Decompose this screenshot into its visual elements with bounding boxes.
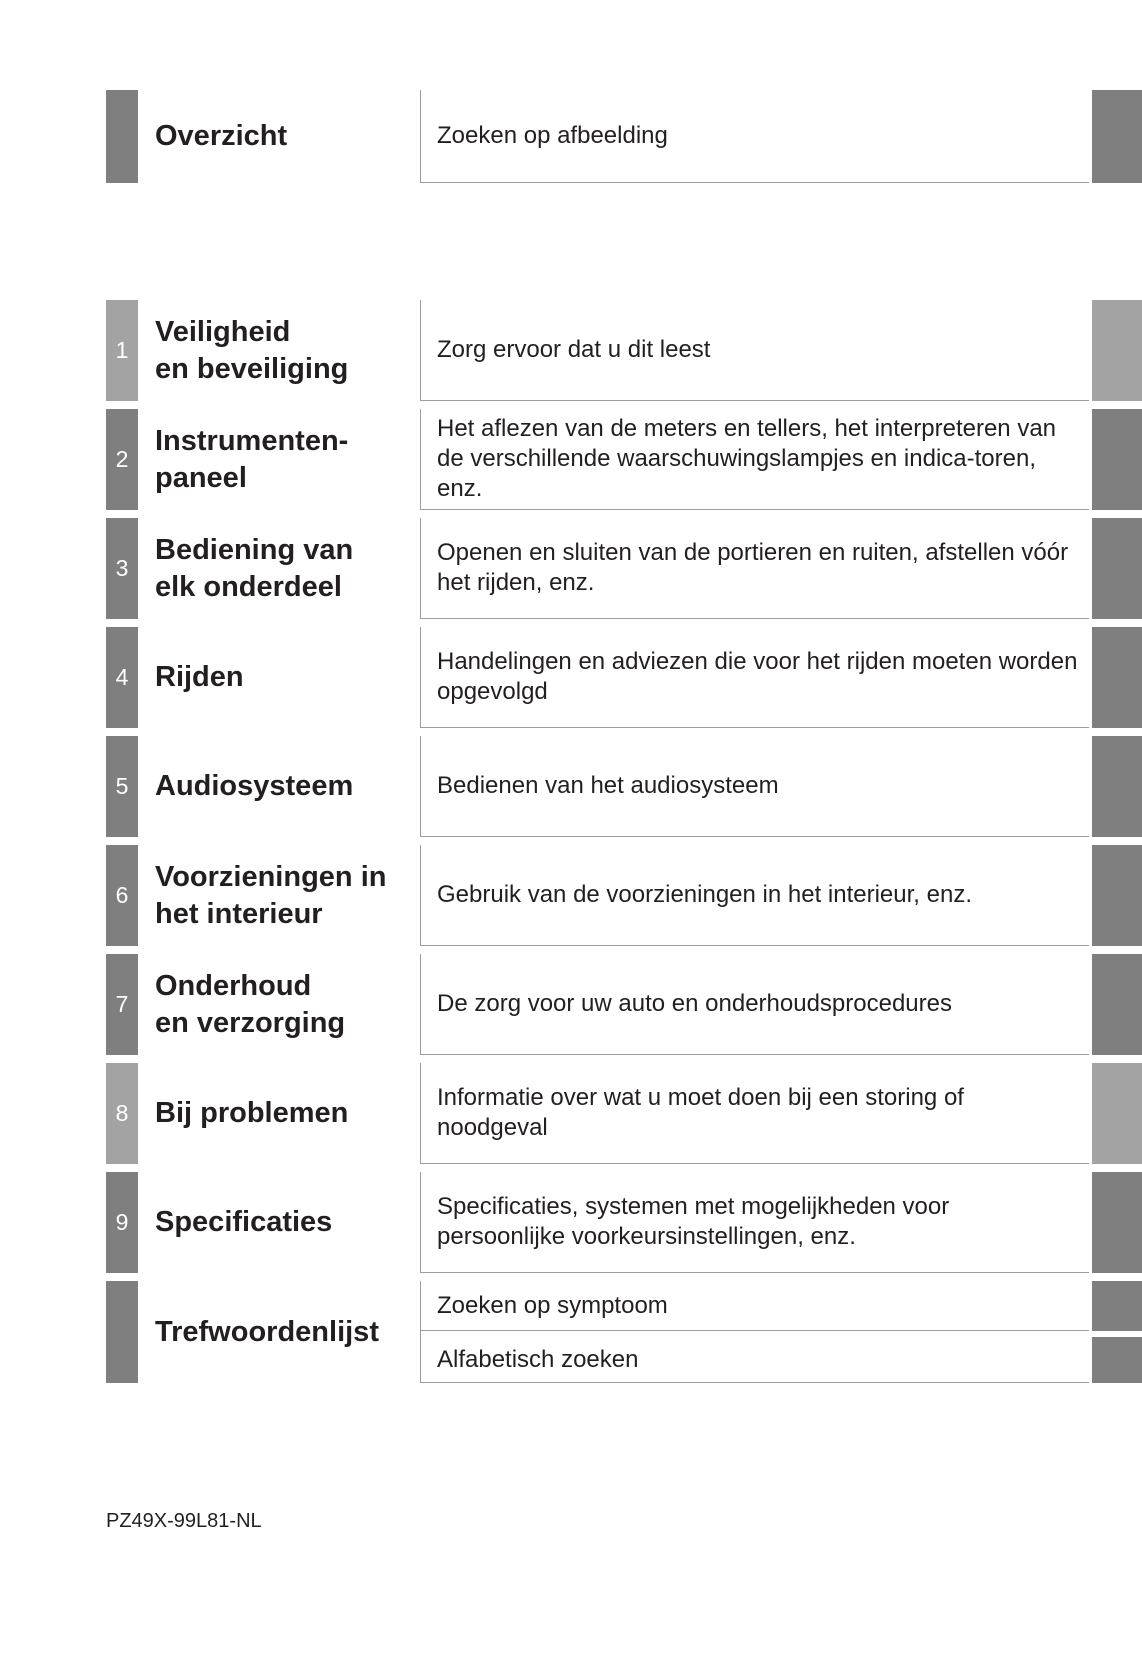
overview-row[interactable] xyxy=(106,90,1142,183)
chapter-edge-tab-1 xyxy=(1092,300,1142,401)
chapter-description-8: Informatie over wat u moet doen bij een storing of noodgeval xyxy=(437,1084,964,1141)
index-edge-tab-alphabetical xyxy=(1092,1337,1142,1383)
chapter-description-box-1[interactable] xyxy=(420,300,1089,401)
chapter-tab-2: 2 xyxy=(106,409,138,510)
chapter-description-5: Bedienen van het audiosysteem xyxy=(437,772,779,799)
index-item-label: Zoeken op symptoom xyxy=(437,1291,668,1319)
chapter-edge-tab-5 xyxy=(1092,736,1142,837)
chapter-edge-tab-8 xyxy=(1092,1063,1142,1164)
chapter-row-3[interactable] xyxy=(106,518,1142,619)
chapter-row-7[interactable] xyxy=(106,954,1142,1055)
chapter-description-3: Openen en sluiten van de portieren en ruiten, afstellen vóór het rijden, enz. xyxy=(437,539,1069,596)
chapter-row-6[interactable] xyxy=(106,845,1142,946)
chapter-tab-9: 9 xyxy=(106,1172,138,1273)
index-item-alphabetical[interactable] xyxy=(421,1337,1089,1383)
chapter-title-5: Audiosysteem xyxy=(155,770,354,802)
chapter-description-box-8[interactable] xyxy=(420,1063,1089,1164)
chapter-row-2[interactable] xyxy=(106,409,1142,510)
chapter-title-6: Voorzieningen in het interieur xyxy=(155,860,387,930)
chapter-title-2: Instrumenten- paneel xyxy=(155,424,349,494)
chapter-description-box-7[interactable] xyxy=(420,954,1089,1055)
index-title: Trefwoordenlijst xyxy=(155,1315,379,1348)
chapter-description-7: De zorg voor uw auto en onderhoudsprocedures xyxy=(437,990,952,1017)
chapter-edge-tab-2 xyxy=(1092,409,1142,510)
chapter-row-9[interactable] xyxy=(106,1172,1142,1273)
chapter-edge-tab-4 xyxy=(1092,627,1142,728)
index-description-box xyxy=(420,1281,1089,1383)
chapter-description-1: Zorg ervoor dat u dit leest xyxy=(437,336,711,363)
overview-tab xyxy=(106,90,138,183)
chapter-title-4: Rijden xyxy=(155,661,244,693)
chapter-description-6: Gebruik van de voorzieningen in het interieur, enz. xyxy=(437,881,972,908)
index-edge-tab-symptom xyxy=(1092,1281,1142,1331)
chapter-edge-tab-6 xyxy=(1092,845,1142,946)
chapter-title-3: Bediening van elk onderdeel xyxy=(155,533,354,603)
index-tab xyxy=(106,1281,138,1383)
chapter-description-box-2[interactable] xyxy=(420,409,1089,510)
chapter-description-box-3[interactable] xyxy=(420,518,1089,619)
chapter-description-box-9[interactable] xyxy=(420,1172,1089,1273)
overview-title: Overzicht xyxy=(155,120,288,152)
chapter-edge-tab-9 xyxy=(1092,1172,1142,1273)
chapter-tab-7: 7 xyxy=(106,954,138,1055)
index-item-symptom[interactable] xyxy=(421,1281,1089,1331)
index-row xyxy=(106,1281,1142,1383)
chapter-tab-6: 6 xyxy=(106,845,138,946)
chapter-tab-5: 5 xyxy=(106,736,138,837)
chapter-title-7: Onderhoud en verzorging xyxy=(155,969,346,1039)
index-item-label: Alfabetisch zoeken xyxy=(437,1345,639,1373)
chapter-row-8[interactable] xyxy=(106,1063,1142,1164)
chapter-description-box-5[interactable] xyxy=(420,736,1089,837)
chapter-tab-8: 8 xyxy=(106,1063,138,1164)
chapter-tab-1: 1 xyxy=(106,300,138,401)
chapter-row-1[interactable] xyxy=(106,300,1142,401)
chapter-edge-tab-3 xyxy=(1092,518,1142,619)
chapter-title-1: Veiligheid en beveiliging xyxy=(155,315,349,385)
overview-description-box[interactable] xyxy=(420,90,1089,183)
chapter-description-9: Specificaties, systemen met mogelijkheden voor persoonlijke voorkeursinstellingen, enz. xyxy=(437,1193,950,1250)
overview-edge-tab xyxy=(1092,90,1142,183)
chapter-description-box-4[interactable] xyxy=(420,627,1089,728)
chapter-tab-4: 4 xyxy=(106,627,138,728)
chapter-title-9: Specificaties xyxy=(155,1206,333,1238)
chapter-description-box-6[interactable] xyxy=(420,845,1089,946)
chapter-row-5[interactable] xyxy=(106,736,1142,837)
chapter-edge-tab-7 xyxy=(1092,954,1142,1055)
overview-description: Zoeken op afbeelding xyxy=(437,122,668,149)
chapter-row-4[interactable] xyxy=(106,627,1142,728)
chapter-description-2: Het aflezen van de meters en tellers, het interpreteren van de verschillende waarschuwingslampjes en indica-toren, enz. xyxy=(437,415,1057,502)
chapter-title-8: Bij problemen xyxy=(155,1097,349,1129)
chapter-tab-3: 3 xyxy=(106,518,138,619)
document-code: PZ49X-99L81-NL xyxy=(106,1510,262,1532)
chapter-description-4: Handelingen en adviezen die voor het rijden moeten worden opgevolgd xyxy=(437,648,1078,705)
